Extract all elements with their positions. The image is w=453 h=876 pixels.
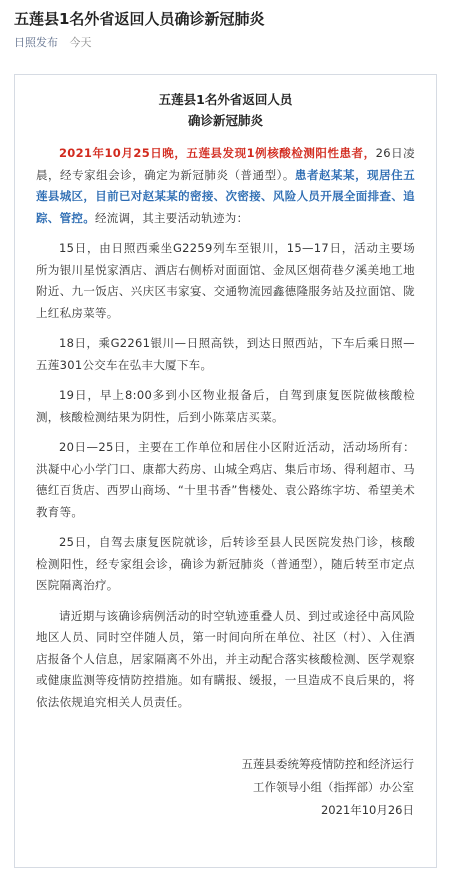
notice-title-line2: 确诊新冠肺炎 <box>187 113 263 128</box>
notice-card <box>14 74 437 868</box>
notice-title-line1: 五莲县1名外省返回人员 <box>158 92 293 107</box>
notice-title <box>36 89 415 131</box>
paragraph-18th: 18日，乘G2261银川—日照高铁，到达日照西站，下车后乘日照—五莲301公交车在弘丰大厦下车。 <box>36 336 415 372</box>
signature-block <box>36 753 415 822</box>
paragraph-19th: 19日，早上8:00多到小区物业报备后，自驾到康复医院做核酸检测，核酸检测结果为阴性，后到小陈菜店买菜。 <box>36 388 415 424</box>
paragraph-15th: 15日，由日照西乘坐G2259列车至银川，15—17日，活动主要场所为银川星悦家酒店、酒店右侧桥对面面馆、金凤区烟荷巷夕溪美地工地附近、九一饭店、兴庆区韦家宴、交通物流园鑫德隆服务站及拉面馆、陇上红私房菜等。 <box>36 241 415 320</box>
article-header <box>0 0 453 50</box>
intro-text: 26日凌晨，经专家组会诊，确定为新冠肺炎（普通型）。 <box>36 146 415 182</box>
source-link[interactable]: 日照发布 <box>14 36 58 49</box>
article-meta <box>14 34 439 50</box>
publish-time: 今天 <box>69 36 92 49</box>
paragraph-intro <box>36 143 415 229</box>
intro-tail-text: 经流调，其主要活动轨迹为： <box>95 210 249 225</box>
paragraph-request: 请近期与该确诊病例活动的时空轨迹重叠人员、到过或途径中高风险地区人员、同时空伴随人员，第一时间向所在单位、社区（村）、入住酒店报备个人信息，居家隔离不外出，并主动配合落实核酸检测、医学观察或健康监测等疫情防控措施。如有瞒报、缓报，一旦造成不良后果的，将依法依规追究相关人员责任。 <box>36 608 415 709</box>
signature-line2: 工作领导小组（指挥部）办公室 <box>253 780 414 794</box>
article-title: 五莲县1名外省返回人员确诊新冠肺炎 <box>14 10 265 28</box>
signature-date: 2021年10月26日 <box>320 803 414 817</box>
signature-line1: 五莲县委统筹疫情防控和经济运行 <box>241 757 414 771</box>
intro-red-text: 2021年10月25日晚，五莲县发现1例核酸检测阳性患者， <box>59 146 376 160</box>
paragraph-25th: 25日，自驾去康复医院就诊，后转诊至县人民医院发热门诊，核酸检测阳性，经专家组会诊，确诊为新冠肺炎（普通型），随后转至市定点医院隔离治疗。 <box>36 535 415 592</box>
intro-blue-text: 患者赵某某，现居住五莲县城区，目前已对赵某某的密接、次密接、风险人员开展全面排查、追踪、管控。 <box>36 167 415 225</box>
paragraph-20-25th: 20日—25日，主要在工作单位和居住小区附近活动，活动场所有：洪凝中心小学门口、康都大药房、山城全鸡店、集后市场、得利超市、马德红百货店、西罗山商场、“十里书香”售楼处、袁公路练字坊、希望美术教育等。 <box>36 440 415 519</box>
